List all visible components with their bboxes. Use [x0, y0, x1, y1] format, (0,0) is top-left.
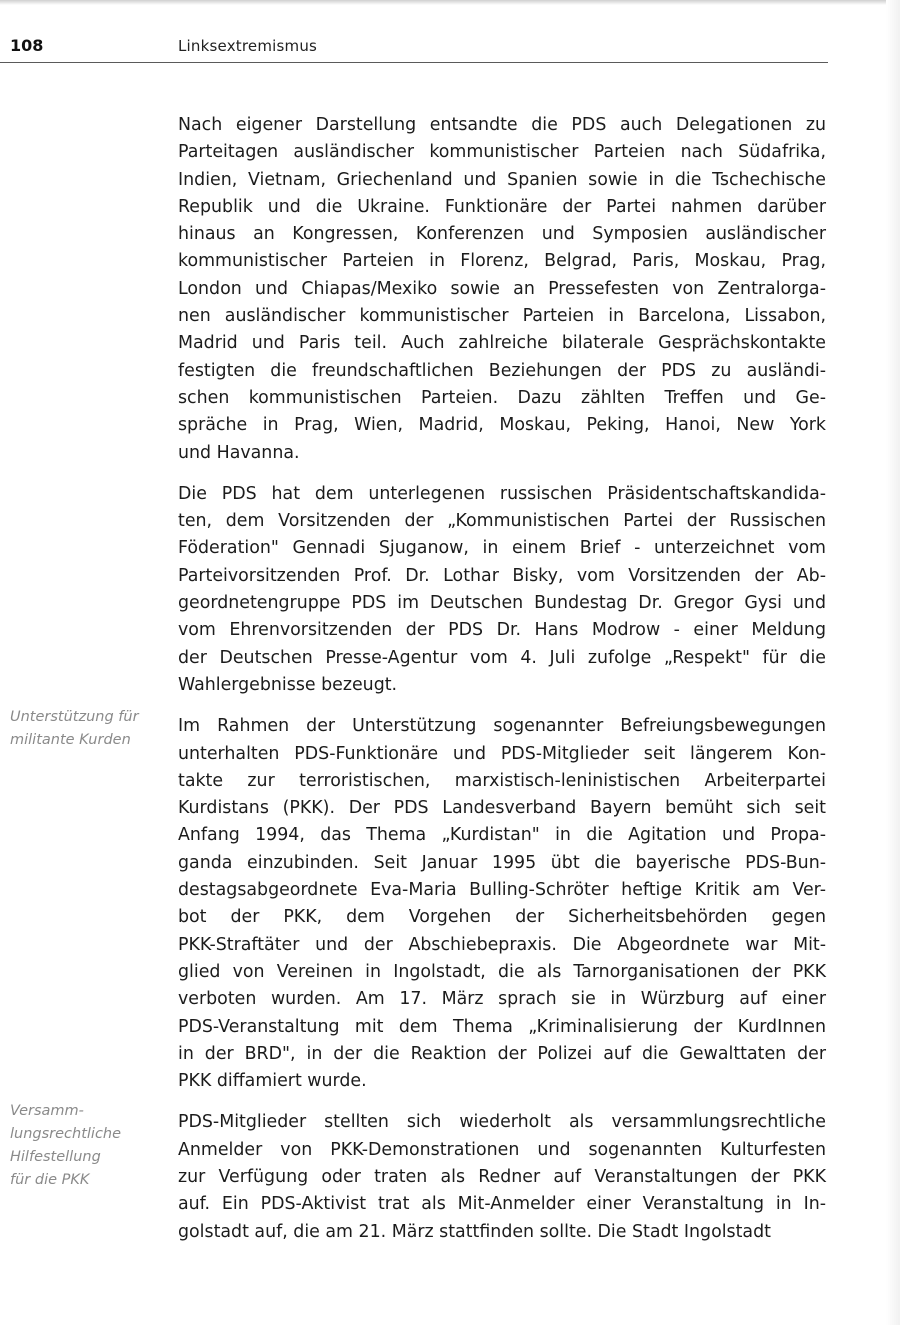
page-number: 108 [10, 36, 44, 55]
text-line: PDS-Veranstaltung mit dem Thema „Kriminalisierung der KurdInnen [178, 1016, 826, 1037]
text-line: ten, dem Vorsitzenden der „Kommunistischen Partei der Russischen [178, 511, 826, 532]
text-line: zur Verfügung oder traten als Redner auf Veranstaltungen der PKK [178, 1166, 826, 1187]
text-line: Wahlergebnisse bezeugt. [178, 674, 398, 695]
text-line: vom Ehrenvorsitzenden der PDS Dr. Hans Modrow - einer Meldung [178, 620, 826, 641]
page-gutter-shade [886, 0, 900, 1325]
text-line: in der BRD", in der die Reaktion der Polizei auf die Gewalttaten der [178, 1043, 826, 1064]
text-line: destagsabgeordnete Eva-Maria Bulling-Schröter heftige Kritik am Ver- [178, 880, 826, 901]
margin-note-line: militante Kurden [10, 732, 131, 748]
text-line: takte zur terroristischen, marxistisch-leninistischen Arbeiterpartei [178, 770, 826, 791]
text-line: Die PDS hat dem unterlegenen russischen Präsidentschaftskandida- [178, 483, 826, 504]
paragraph [178, 1109, 826, 1245]
text-line: Kurdistans (PKK). Der PDS Landesverband Bayern bemüht sich seit [178, 798, 826, 819]
margin-note-line: lungsrechtliche [10, 1126, 122, 1142]
body-text [178, 112, 826, 1260]
margin-note-line: Unterstützung für [10, 709, 139, 725]
text-line: Republik und die Ukraine. Funktionäre der Partei nahmen darüber [178, 196, 826, 217]
text-line: Im Rahmen der Unterstützung sogenannter Befreiungsbewegungen [178, 716, 826, 737]
text-line: auf. Ein PDS-Aktivist trat als Mit-Anmelder einer Veranstaltung in In- [178, 1194, 826, 1215]
paragraph [178, 112, 826, 467]
margin-note-versammlung [10, 1100, 160, 1192]
margin-note-line: für die PKK [10, 1172, 90, 1188]
text-line: glied von Vereinen in Ingolstadt, die als Tarnorganisationen der PKK [178, 961, 826, 982]
margin-note-kurden [10, 706, 160, 752]
text-line: unterhalten PDS-Funktionäre und PDS-Mitglieder seit längerem Kon- [178, 743, 826, 764]
text-line: PKK-Straftäter und der Abschiebepraxis. Die Abgeordnete war Mit- [178, 934, 826, 955]
page-header [0, 36, 828, 66]
running-head: Linksextremismus [178, 37, 318, 55]
text-line: festigten die freundschaftlichen Beziehungen der PDS zu ausländi- [178, 360, 826, 381]
text-line: PDS-Mitglieder stellten sich wiederholt als versammlungsrechtliche [178, 1112, 826, 1133]
text-line: hinaus an Kongressen, Konferenzen und Symposien ausländischer [178, 224, 826, 245]
page-top-edge [0, 0, 900, 5]
text-line: spräche in Prag, Wien, Madrid, Moskau, Peking, Hanoi, New York [178, 415, 826, 436]
paragraph [178, 481, 826, 699]
margin-note-line: Hilfestellung [10, 1149, 101, 1165]
text-line: London und Chiapas/Mexiko sowie an Pressefesten von Zentralorga- [178, 278, 826, 299]
text-line: geordnetengruppe PDS im Deutschen Bundestag Dr. Gregor Gysi und [178, 593, 826, 614]
text-line: Anmelder von PKK-Demonstrationen und sogenannten Kulturfesten [178, 1139, 826, 1160]
paragraph [178, 713, 826, 1095]
text-line: Parteivorsitzenden Prof. Dr. Lothar Bisky, vom Vorsitzenden der Ab- [178, 565, 826, 586]
header-rule [0, 62, 828, 63]
text-line: PKK diffamiert wurde. [178, 1071, 367, 1092]
margin-note-line: Versamm- [10, 1103, 84, 1119]
text-line: der Deutschen Presse-Agentur vom 4. Juli zufolge „Respekt" für die [178, 647, 826, 668]
text-line: und Havanna. [178, 442, 300, 463]
text-line: schen kommunistischen Parteien. Dazu zählten Treffen und Ge- [178, 387, 826, 408]
text-line: ganda einzubinden. Seit Januar 1995 übt die bayerische PDS-Bun- [178, 852, 826, 873]
text-line: Parteitagen ausländischer kommunistischer Parteien nach Südafrika, [178, 142, 826, 163]
text-line: verboten wurden. Am 17. März sprach sie in Würzburg auf einer [178, 989, 826, 1010]
text-line: Madrid und Paris teil. Auch zahlreiche bilaterale Gesprächskontakte [178, 333, 826, 354]
text-line: Anfang 1994, das Thema „Kurdistan" in die Agitation und Propa- [178, 825, 826, 846]
text-line: Nach eigener Darstellung entsandte die PDS auch Delegationen zu [178, 115, 826, 135]
text-line: kommunistischer Parteien in Florenz, Belgrad, Paris, Moskau, Prag, [178, 251, 826, 272]
text-line: bot der PKK, dem Vorgehen der Sicherheitsbehörden gegen [178, 907, 826, 928]
text-line: golstadt auf, die am 21. März stattfinden sollte. Die Stadt Ingolstadt [178, 1221, 771, 1242]
text-line: Föderation" Gennadi Sjuganow, in einem Brief - unterzeichnet vom [178, 538, 826, 559]
text-line: nen ausländischer kommunistischer Parteien in Barcelona, Lissabon, [178, 306, 826, 327]
text-line: Indien, Vietnam, Griechenland und Spanien sowie in die Tschechische [178, 169, 826, 190]
